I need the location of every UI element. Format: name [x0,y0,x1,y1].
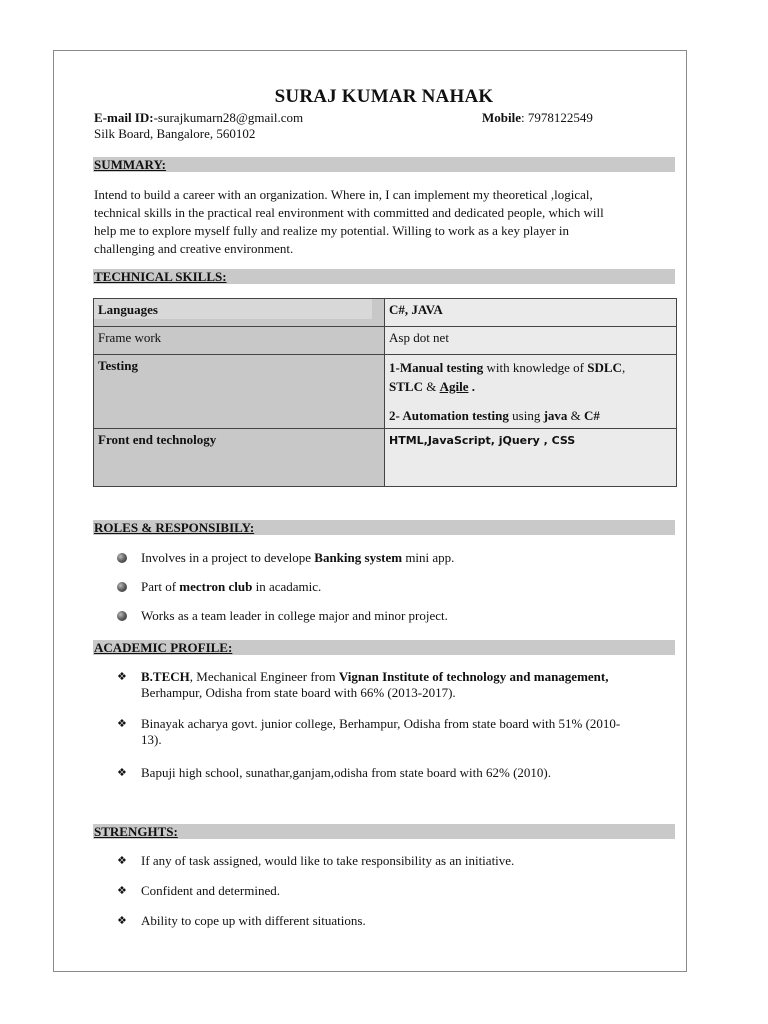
roles-title: ROLES & RESPONSIBILY: [94,520,255,535]
email-value: -surajkumarn28@gmail.com [153,110,304,125]
skills-value: HTML,JavaScript, jQuery , CSS [389,434,576,447]
agile: Agile [439,379,469,394]
skills-label-cell [94,355,385,429]
academic-title: ACADEMIC PROFILE: [94,640,233,655]
skills-value-cell [385,429,677,487]
skills-label-cell [94,327,385,355]
skills-label: Frame work [98,330,162,345]
email-label: E-mail ID: [94,110,154,125]
skills-label-cell [94,429,385,487]
skills-value: C#, JAVA [389,302,443,317]
skills-value-cell [385,355,677,429]
mobile-value: : 7978122549 [521,110,593,125]
mobile-line [482,110,593,126]
bullet-icon [117,611,127,621]
summary-title: SUMMARY: [94,157,167,172]
stlc: STLC [389,379,423,394]
candidate-name: SURAJ KUMAR NAHAK [274,86,494,107]
bullet-icon [117,582,127,592]
sdlc: SDLC [587,360,622,375]
automation-testing-line: 2- Automation testing using java & C# [389,408,600,423]
email-line [94,110,303,126]
manual-testing-line: 1-Manual testing with knowledge of SDLC, [389,360,626,375]
skills-row-framework [94,327,677,355]
diamond-bullet-icon: ❖ [117,766,127,779]
technical-skills-title: TECHNICAL SKILLS: [94,269,227,284]
diamond-bullet-icon: ❖ [117,717,127,730]
diamond-bullet-icon: ❖ [117,884,127,897]
skills-value-cell [385,327,677,355]
mobile-label: Mobile [482,110,521,125]
automation-testing: Automation testing [402,408,509,423]
skills-label: Testing [98,358,138,373]
skills-row-testing [94,355,677,429]
address: Silk Board, Bangalore, 560102 [94,126,256,141]
skills-table [93,298,677,487]
manual-testing: Manual testing [399,360,484,375]
summary-line: help me to explore myself fully and realize my potential. Willing to work as a key player in [94,223,570,238]
skills-label-cell [94,299,385,327]
diamond-bullet-icon: ❖ [117,670,127,683]
java: java [543,408,568,423]
summary-bar [93,157,675,172]
summary-line: Intend to build a career with an organization. Where in, I can implement my theoretical ,logical, [94,187,593,202]
strengths-bar [93,824,675,839]
skills-row-languages [94,299,677,327]
summary-text [94,186,674,258]
skills-row-frontend [94,429,677,487]
skills-value: Asp dot net [389,330,449,345]
csharp: C# [584,408,600,423]
summary-line: technical skills in the practical real environment with committed and dedicated people, which will [94,205,604,220]
skills-label: Front end technology [98,432,217,447]
summary-line: challenging and creative environment. [94,241,294,256]
diamond-bullet-icon: ❖ [117,914,127,927]
bullet-icon [117,553,127,563]
skills-value-cell [385,299,677,327]
stlc-line: STLC & Agile . [389,379,475,394]
strengths-title: STRENGHTS: [94,824,178,839]
skills-label: Languages [98,302,158,317]
diamond-bullet-icon: ❖ [117,854,127,867]
